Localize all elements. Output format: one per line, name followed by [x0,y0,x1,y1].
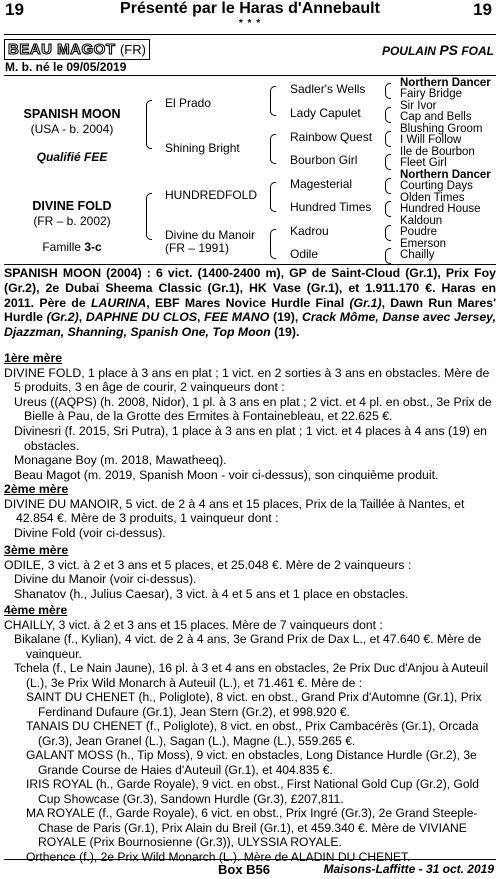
gen3-item: Sadler's Wells [290,82,366,96]
pedigree-brace [385,83,391,99]
gen4-item: Sir Ivor [400,100,437,112]
dam-paragraph: CHAILLY, 3 vict. à 2 et 3 ans et 15 places. Mère de 7 vainqueurs dont : [4,617,383,632]
produce-entry: Divine Fold (voir ci-dessus). [14,525,166,540]
page-title: Présenté par le Haras d'Annebault [120,0,380,17]
horse-birth: M. b. né le 09/05/2019 [5,60,127,74]
gen4-item: Blushing Groom [400,123,483,135]
pedigree-brace [385,248,391,264]
gen3-item: Bourbon Girl [290,153,358,167]
gen4-item: Northern Dancer [400,169,491,181]
pedigree-brace [385,201,391,217]
produce-entry: MA ROYALE (f., Garde Royale), 6 vict. en obst., Prix Ingré (Gr.3), 2e Grand Steeple-Chase de Paris (Gr.1), Prix Alain du Breil (Gr.1), et 459.340 €. Mère de VIVIANE ROYALE (Prix Bournosienne (Gr.3)), ULYSSIA ROYALE. [26,806,478,849]
gen4-item: Northern Dancer [400,77,491,89]
produce-entry: Bikalane (f., Kylian), 4 vict. de 2 à 4 ans, 3e Grand Prix de Dax L., et 47.640 €. Mère de vainqueur. [14,632,482,661]
gen2-sire-sire: El Prado [165,96,212,110]
gen3-item: Hundred Times [290,200,372,214]
gen4-item: Kaldoun [400,215,443,227]
gen3-item: Magesterial [290,177,353,191]
pedigree-brace [270,229,276,259]
sire-name: SPANISH MOON [23,107,121,121]
dam-info: (FR – b. 2002) [33,214,111,228]
produce-entry: Monagane Boy (m. 2018, Mawatheeq). [14,453,227,468]
gen3-item: Rainbow Quest [290,130,373,144]
dam-paragraph: DIVINE DU MANOIR, 5 vict. de 2 à 4 ans et 15 places, Prix de la Taillée à Nantes, et 42.854 €. Mère de 3 produits, 1 vainqueur dont : [4,496,465,526]
horse-name: BEAU MAGOT [8,41,116,58]
dam-paragraph: DIVINE FOLD, 1 place à 3 ans en plat ; 1 vict. en 2 sorties à 3 ans en obstacles. Mère de 5 produits, 3 en âge de courir, 2 vainqueurs dont : [4,365,490,395]
produce-entry: Divine du Manoir (voir ci-dessus). [14,572,197,587]
gen4-item: Ile de Bourbon [400,146,475,158]
pedigree-brace [270,182,276,212]
footer-rule [4,859,496,860]
produce-entry: Divinesri (f. 2015, Sri Putra), 1 place à 3 ans en plat ; 1 vict. et 4 places à 4 ans (19) en obstacles. [14,423,487,453]
first-dam-section [4,349,496,482]
sire-info: (USA - b. 2004) [30,122,114,136]
gen4-item: Emerson [400,238,447,250]
sale-venue-date: Maisons-Laffitte - 31 oct. 2019 [323,862,494,876]
produce-entry: SAINT DU CHENET (h., Poliglote), 8 vict. en obst., Grand Prix d'Automne (Gr.1), Prix Ferdinand Dufaure (Gr.1), Jean Stern (Gr.2), et 998.920 €. [26,690,482,719]
pedigree-brace [385,154,391,170]
gen2-dam-dam: Divine du Manoir [165,228,256,242]
pedigree-brace [385,107,391,123]
sire-qualification: Qualifié FEE [36,150,108,164]
pedigree-brace [270,134,276,164]
produce-entry: Shanatov (h., Julius Caesar), 3 vict. à 4 et 5 ans et 1 place en obstacles. [14,586,409,601]
dam-name: DIVINE FOLD [32,199,112,213]
gen4-item: Courting Days [400,180,473,192]
gen2-dam-dam-info: (FR – 1991) [165,241,230,255]
title-stars: * * * [238,18,262,29]
gen4-item: Poudre [400,226,438,238]
second-dam-section [4,480,496,540]
lot-number-left: 19 [5,0,24,19]
section-heading: 3ème mère [4,543,69,557]
gen4-item: Cap and Bells [400,111,472,123]
pedigree-brace [270,86,276,116]
dam-family: Famille 3-c [42,240,102,254]
pedigree-brace [146,193,152,240]
pedigree-brace [385,178,391,194]
section-heading: 2ème mère [4,482,69,496]
pedigree-brace [146,100,152,149]
gen4-item: Fairy Bridge [400,88,462,100]
gen4-item: Chailly [400,249,435,261]
pedigree-brace [385,225,391,241]
box-number: Box B56 [218,862,271,877]
produce-entry: TANAIS DU CHENET (f., Poliglote), 8 vict. en obst., Prix Cambacérès (Gr.1), Orcada (Gr.3), Jean Granel (L.), Sagan (L.), Magne (L.), 559.265 €. [26,719,479,748]
third-dam-section [4,541,496,601]
horse-sex: POULAIN PS FOAL [381,42,494,58]
horse-country: (FR) [119,42,146,57]
pedigree-brace [385,131,391,147]
section-heading: 4ème mère [4,603,68,617]
sire-summary: SPANISH MOON (2004) : 6 vict. (1400-2400 m), GP de Saint-Cloud (Gr.1), Prix Foy (Gr.2), 2e Dubai Sheema Classic (Gr.1), HK Vase (Gr.1), et 1.911.170 €. Haras en 2011. Père de LAURINA, EBF Mares Novice Hurdle Final (Gr.1), Dawn Run Mares' Hurdle (Gr.2), DAPHNE DU CLOS, FEE MANO (19), Crack Môme, Danse avec Jersey, Djazzman, Shanning, Spanish One, Top Moon (19). [4,266,496,340]
top-rule [4,34,496,35]
produce-entry: Orthence (f.), 2e Prix Wild Monarch (L.). Mère de ALADIN DU CHENET. [26,849,411,864]
gen4-item: Olden Times [400,192,465,204]
gen3-item: Odile [290,247,319,261]
gen2-sire-dam: Shining Bright [165,141,240,155]
dam-paragraph: ODILE, 3 vict. à 2 et 3 ans et 5 places, et 25.048 €. Mère de 2 vainqueurs : [4,557,412,572]
gen3-item: Kadrou [290,224,329,238]
produce-entry: GALANT MOSS (h., Tip Moss), 9 vict. en obstacles, Long Distance Hurdle (Gr.2), 3e Grande Course de Haies d'Auteuil (Gr.1), et 404.835 €. [26,748,477,777]
produce-entry: Tchela (f., Le Nain Jaune), 16 pl. à 3 et 4 ans en obstacles, 2e Prix Duc d'Anjou à Auteuil (L.), 3e Prix Wild Monarch à Auteuil (L.), et 71.461 €. Mère de : [14,661,489,690]
gen4-item: Hundred House [400,203,481,215]
gen4-item: Fleet Girl [400,157,447,169]
gen2-dam-sire: HUNDREDFOLD [165,188,258,202]
gen3-item: Lady Capulet [290,106,361,120]
lot-number-right: 19 [473,0,492,19]
section-heading: 1ère mère [4,351,63,365]
produce-entry: IRIS ROYAL (h., Garde Royale), 9 vict. en obst., First National Gold Cup (Gr.2), Gold Cup Showcase (Gr.3), Sandown Hurdle (Gr.3), £207,811. [26,777,480,806]
pedigree-top-rule [4,75,496,76]
pedigree-bottom-rule [4,264,496,265]
fourth-dam-section [4,601,496,864]
produce-entry: Beau Magot (m. 2019, Spanish Moon - voir ci-dessus), son cinquième produit. [14,467,439,482]
gen4-item: I Will Follow [400,134,462,146]
horse-name-box [4,39,150,60]
produce-entry: Ureus ((AQPS) (h. 2008, Nidor), 1 pl. à 3 ans en plat ; 2 vict. et 4 pl. en obst., 3e Prix de Bielle à Pau, de la Grotte des Ermites à Fontainebleau, et 22.625 €. [14,394,492,424]
